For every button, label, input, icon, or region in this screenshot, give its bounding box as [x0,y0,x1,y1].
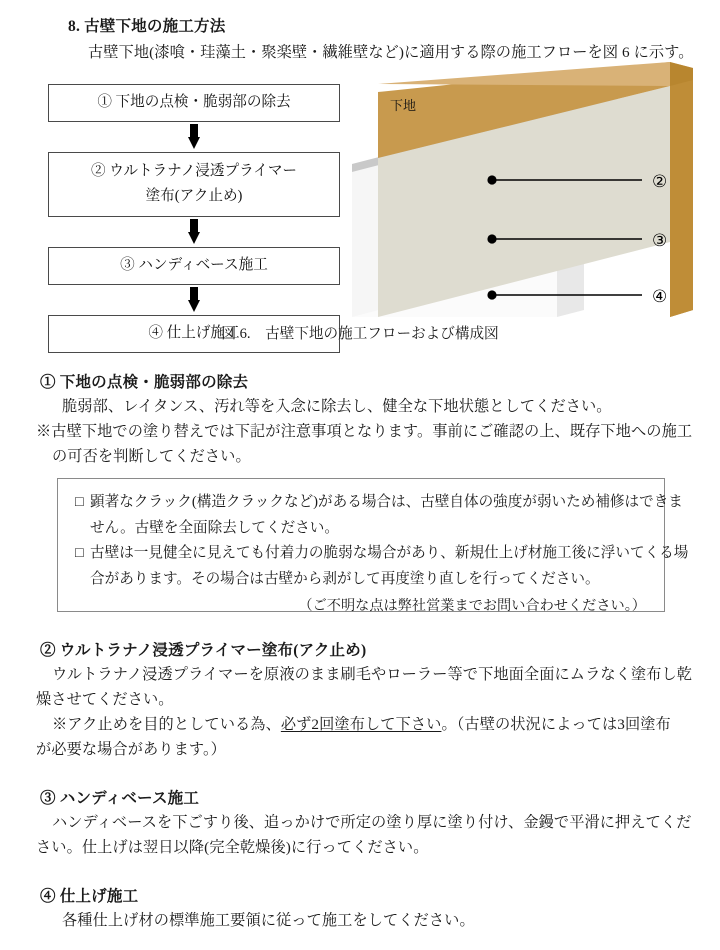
section-note-1-line2: の可否を判断してください。 [52,448,251,465]
section-heading-4: ④ 仕上げ施工 [40,888,139,905]
section-body-4: 各種仕上げ材の標準施工要領に従って施工をしてください。 [62,912,475,929]
section-body-2b-line2: が必要な場合があります。） [36,741,226,758]
caution-item-2 [75,541,689,592]
down-arrow-icon [188,287,201,313]
caution-footer: （ご不明な点は弊社営業までお問い合わせください。） [298,598,646,614]
flow-step-3 [48,247,340,285]
caution-item-2-line1: 古壁は一見健全に見えても付着力の脆弱な場合があり、新規仕上げ材施工後に浮いてくる場 [90,545,689,561]
callout-label-2: ② [652,172,668,191]
caution-item-1-line1: 顕著なクラック(構造クラックなど)がある場合は、古壁自体の強度が弱いため補修はできま [90,494,683,510]
callout-dot-3 [487,234,496,243]
section-body-2a [36,662,693,712]
section-body-2b-underlined: 必ず2回塗布して下さい [280,716,442,733]
section-body-2a-line2: 燥させてください。 [36,691,174,708]
section-body-2b-post: 。（古壁の状況によっては3回塗布 [441,716,671,733]
section-body-2b-pre: ※アク止めを目的としている為、 [52,716,281,733]
section-body-2b [36,712,686,762]
flow-arrow-2 [48,217,340,247]
section-body-2a-line1: ウルトラナノ浸透プライマーを原液のまま刷毛やローラー等で下地面全面にムラなく塗布し乾 [52,666,693,683]
page-title: 8. 古壁下地の施工方法 [68,18,226,35]
flow-step-4-label: ④ 仕上げ施工 [148,325,240,341]
flow-step-2 [48,152,340,217]
callout-dot-4 [487,290,496,299]
section-body-3-line1: ハンディベースを下ごすり後、追っかけで所定の塗り厚に塗り付け、金鏝で平滑に押えてくだ [52,814,692,831]
section-body-2b-line1 [36,712,686,737]
section-body-3 [36,810,692,860]
caution-item-1 [75,490,683,541]
flow-step-3-label: ③ ハンディベース施工 [120,257,268,273]
flow-arrow-3 [48,285,340,315]
flow-arrow-1 [48,122,340,152]
section-note-1 [36,419,693,469]
section-heading-2: ② ウルトラナノ浸透プライマー塗布(アク止め) [40,642,367,659]
callout-label-3: ③ [652,231,668,250]
down-arrow-icon [188,219,201,245]
flow-step-1-label: ① 下地の点検・脆弱部の除去 [97,94,291,110]
process-flowchart [48,84,340,353]
flow-step-2-label-line2: 塗布(アク止め) [145,188,243,204]
intro-paragraph: 古壁下地(漆喰・珪藻土・聚楽壁・繊維壁など)に適用する際の施工フローを図 6 に示す。 [88,44,694,61]
caution-item-1-line2: せん。古壁を全面除去してください。 [90,519,339,536]
callout-label-4: ④ [652,287,668,306]
section-heading-1: ① 下地の点検・脆弱部の除去 [40,374,249,391]
caution-box [57,478,689,614]
wall-layer-diagram [352,62,720,317]
substrate-label: 下地 [390,98,417,113]
section-body-3-line2: さい。仕上げは翌日以降(完全乾燥後)に行ってください。 [36,839,429,856]
checkbox-icon: □ [75,494,84,510]
callout-dot-2 [487,175,496,184]
flow-step-1 [48,84,340,122]
caution-item-2-line2: 合があります。その場合は古壁から剥がして再度塗り直しを行ってください。 [90,570,600,587]
flow-step-2-label-line1: ② ウルトラナノ浸透プライマー [90,163,298,179]
section-heading-3: ③ ハンディベース施工 [40,790,200,807]
checkbox-icon: □ [75,545,84,561]
down-arrow-icon [188,124,201,150]
figure-caption: 図 6. 古壁下地の施工フローおよび構成図 [221,326,499,342]
section-body-1: 脆弱部、レイタンス、汚れ等を入念に除去し、健全な下地状態としてください。 [62,398,612,415]
section-note-1-line1: ※古壁下地での塗り替えでは下記が注意事項となります。事前にご確認の上、既存下地への施工 [36,423,693,440]
